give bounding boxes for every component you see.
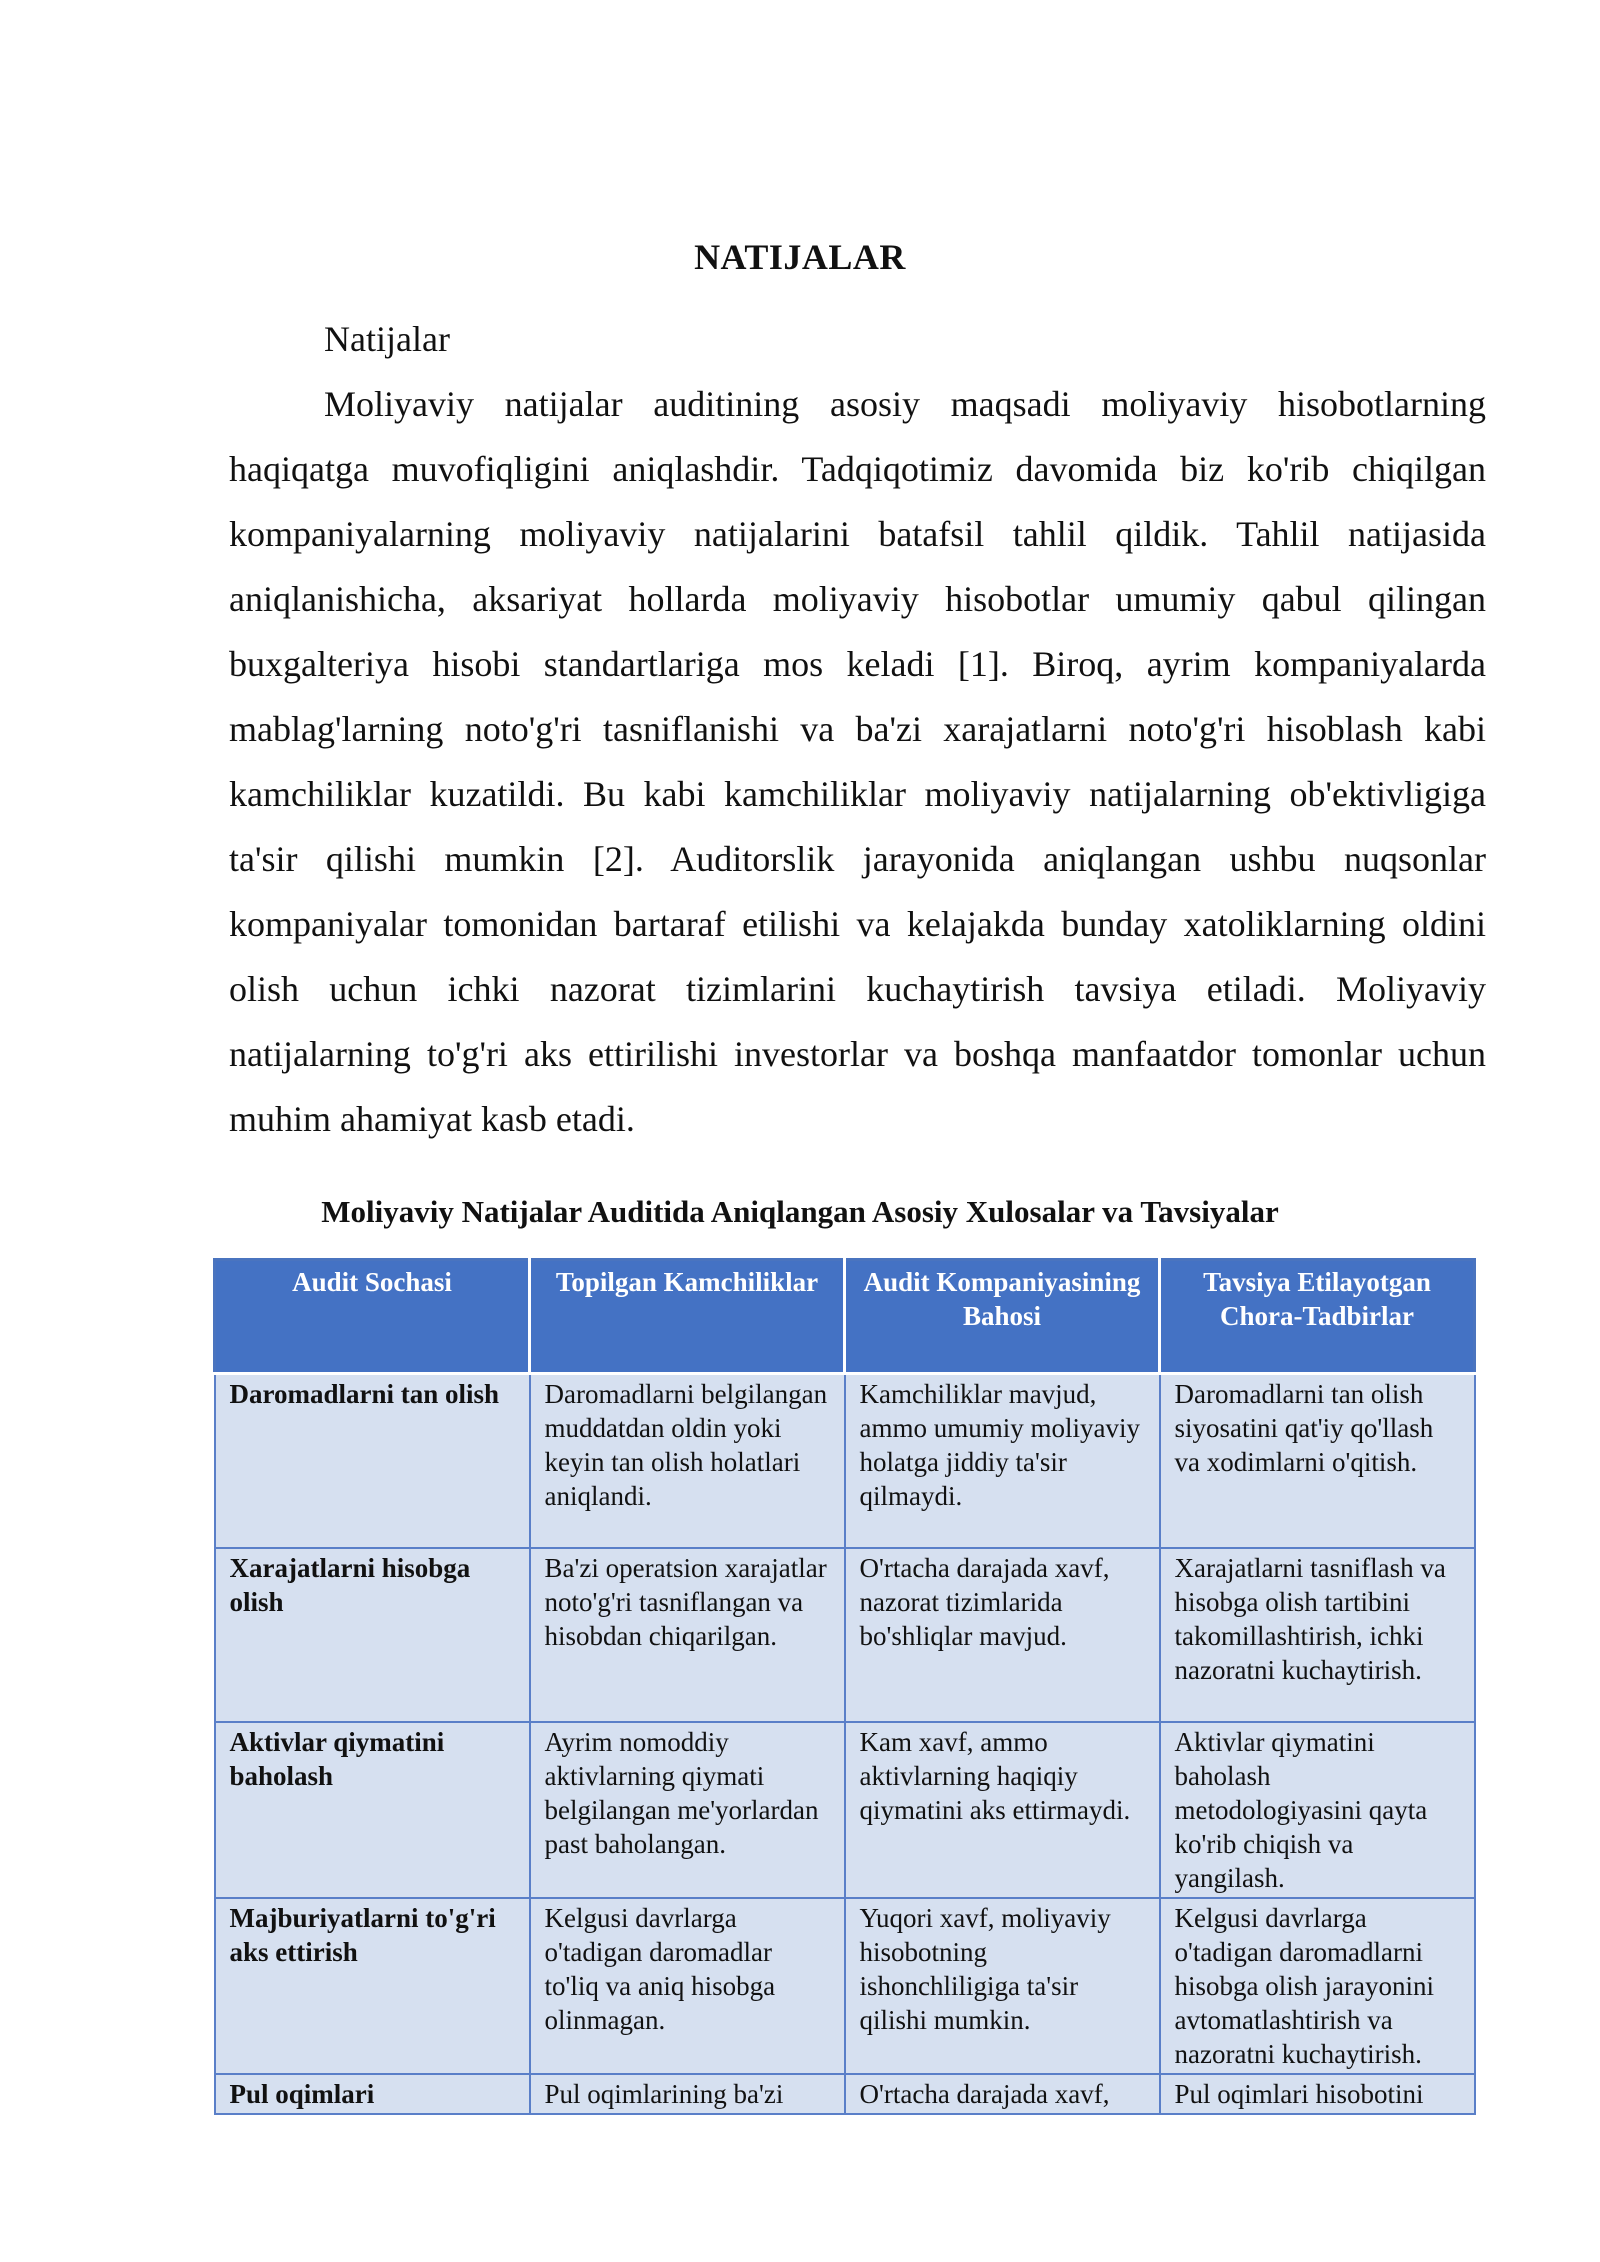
table-caption: Moliyaviy Natijalar Auditida Aniqlangan Asosiy Xulosalar va Tavsiyalar <box>321 1194 1279 1229</box>
cell-audit-area: Pul oqimlari <box>215 2074 530 2114</box>
table-row <box>215 1548 1475 1722</box>
cell-finding: Ba'zi operatsion xarajatlar noto'g'ri tasniflangan va hisobdan chiqarilgan. <box>530 1548 845 1722</box>
table-row <box>215 1898 1475 2074</box>
cell-finding: Kelgusi davrlarga o'tadigan daromadlar to'liq va aniq hisobga olinmagan. <box>530 1898 845 2074</box>
header-recommendations: Tavsiya Etilayotgan Chora-Tadbirlar <box>1160 1260 1475 1374</box>
cell-audit-area: Aktivlar qiymatini baholash <box>215 1722 530 1898</box>
body-paragraph: Moliyaviy natijalar auditining asosiy maqsadi moliyaviy hisobotlarning haqiqatga muvofiqligini aniqlashdir. Tadqiqotimiz davomida biz ko'rib chiqilgan kompaniyalarning moliyaviy natijalarini batafsil tahlil qildik. Tahlil natijasida aniqlanishicha, aksariyat hollarda moliyaviy hisobotlar umumiy qabul qilingan buxgalteriya hisobi standartlariga mos keladi [1]. Biroq, ayrim kompaniyalarda mablag'larning noto'g'ri tasniflanishi va ba'zi xarajatlarni noto'g'ri hisoblash kabi kamchiliklar kuzatildi. Bu kabi kamchiliklar moliyaviy natijalarning ob'ektivligiga ta'sir qilishi mumkin [2]. Auditorslik jarayonida aniqlangan ushbu nuqsonlar kompaniyalar tomonidan bartaraf etilishi va kelajakda bunday xatoliklarning oldini olish uchun ichki nazorat tizimlarini kuchaytirish tavsiya etiladi. Moliyaviy natijalarning to'g'ri aks ettirilishi investorlar va boshqa manfaatdor tomonlar uchun muhim ahamiyat kasb etadi. <box>229 384 1486 1139</box>
header-findings: Topilgan Kamchiliklar <box>530 1260 845 1374</box>
cell-recommendation: Daromadlarni tan olish siyosatini qat'iy qo'llash va xodimlarni o'qitish. <box>1160 1374 1475 1549</box>
cell-recommendation: Kelgusi davrlarga o'tadigan daromadlarni hisobga olish jarayonini avtomatlashtirish va nazoratni kuchaytirish. <box>1160 1898 1475 2074</box>
cell-assessment: O'rtacha darajada xavf, <box>845 2074 1160 2114</box>
cell-assessment: Yuqori xavf, moliyaviy hisobotning ishonchliligiga ta'sir qilishi mumkin. <box>845 1898 1160 2074</box>
audit-findings-table <box>213 1258 1476 2115</box>
cell-audit-area: Daromadlarni tan olish <box>215 1374 530 1549</box>
table-header-row <box>215 1260 1475 1374</box>
section-subheading: Natijalar <box>324 319 450 359</box>
cell-recommendation: Xarajatlarni tasniflash va hisobga olish tartibini takomillashtirish, ichki nazoratni kuchaytirish. <box>1160 1548 1475 1722</box>
cell-finding: Daromadlarni belgilangan muddatdan oldin yoki keyin tan olish holatlari aniqlandi. <box>530 1374 845 1549</box>
cell-audit-area: Xarajatlarni hisobga olish <box>215 1548 530 1722</box>
cell-assessment: Kamchiliklar mavjud, ammo umumiy moliyaviy holatga jiddiy ta'sir qilmaydi. <box>845 1374 1160 1549</box>
header-audit-area: Audit Sochasi <box>215 1260 530 1374</box>
section-heading: NATIJALAR <box>694 237 906 277</box>
cell-recommendation: Aktivlar qiymatini baholash metodologiyasini qayta ko'rib chiqish va yangilash. <box>1160 1722 1475 1898</box>
cell-recommendation: Pul oqimlari hisobotini <box>1160 2074 1475 2114</box>
cell-assessment: O'rtacha darajada xavf, nazorat tizimlarida bo'shliqlar mavjud. <box>845 1548 1160 1722</box>
table-row <box>215 2074 1475 2114</box>
table-row <box>215 1374 1475 1549</box>
cell-assessment: Kam xavf, ammo aktivlarning haqiqiy qiymatini aks ettirmaydi. <box>845 1722 1160 1898</box>
cell-finding: Pul oqimlarining ba'zi <box>530 2074 845 2114</box>
cell-finding: Ayrim nomoddiy aktivlarning qiymati belgilangan me'yorlardan past baholangan. <box>530 1722 845 1898</box>
header-assessment: Audit Kompaniyasining Bahosi <box>845 1260 1160 1374</box>
cell-audit-area: Majburiyatlarni to'g'ri aks ettirish <box>215 1898 530 2074</box>
table-row <box>215 1722 1475 1898</box>
